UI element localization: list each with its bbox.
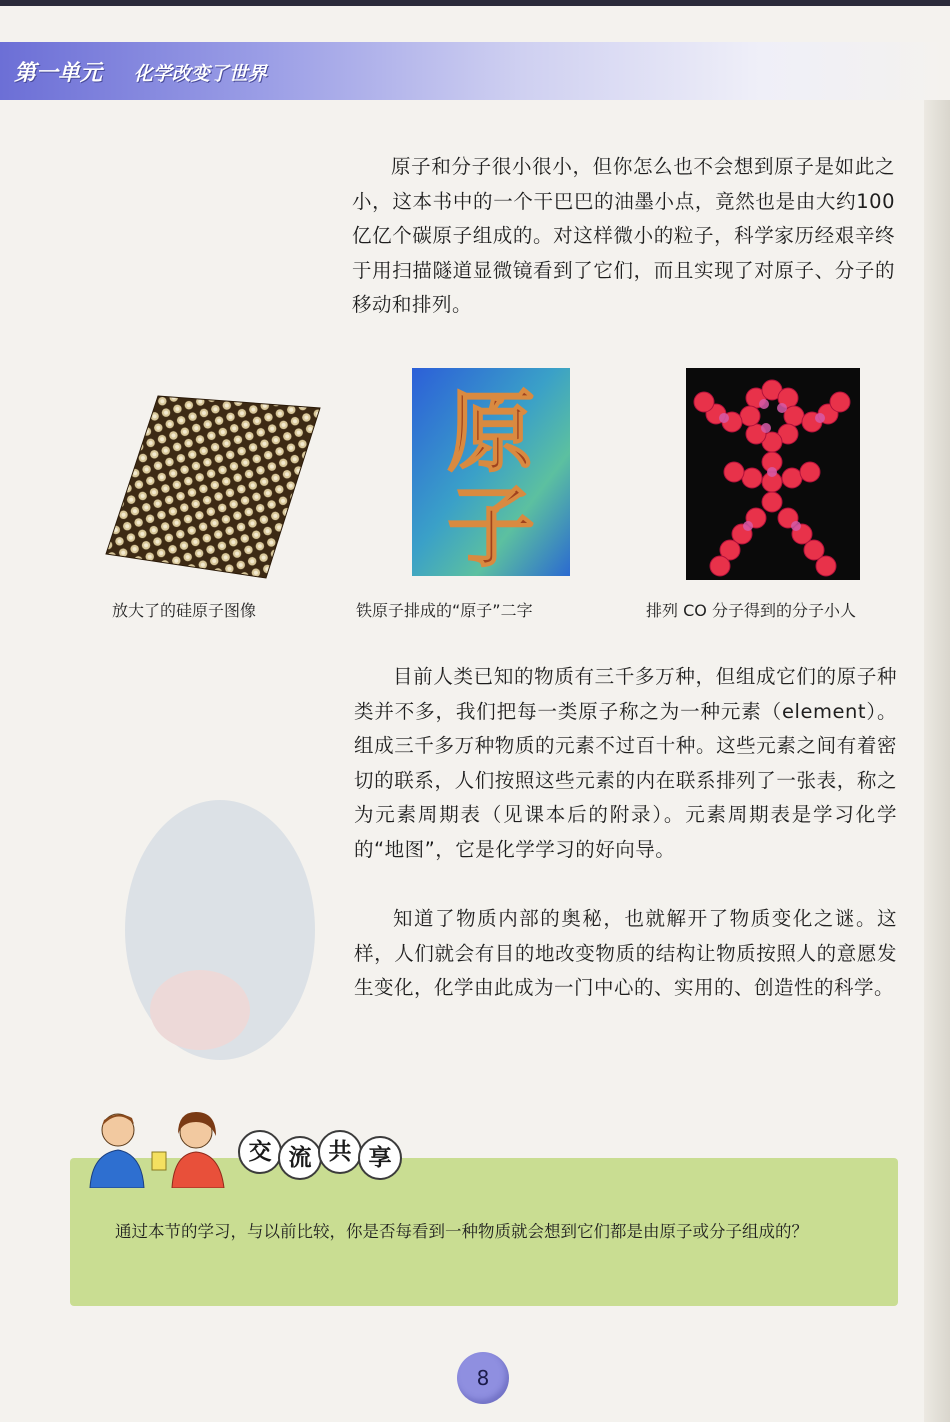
share-question: 通过本节的学习，与以前比较，你是否每看到一种物质就会想到它们都是由原子或分子组成的？ [115,1222,808,1241]
unit-title: 化学改变了世界 [133,63,267,85]
page-number: 8 [457,1352,509,1404]
figure-caption-silicon: 放大了的硅原子图像 [112,601,257,620]
top-border [0,0,950,6]
silicon-atom-image [98,378,326,588]
children-illustration [78,1108,248,1188]
paragraph-chemistry-science: 知道了物质内部的奥秘，也就解开了物质变化之谜。这样，人们就会有目的地改变物质的结构让物质按照人的意愿发生变化，化学由此成为一门中心的、实用的、创造性的科学。 [354,907,897,999]
paragraph-elements: 目前人类已知的物质有三千多万种，但组成它们的原子种类并不多，我们把每一类原子称之为一种元素（element）。组成三千多万种物质的元素不过百十种。这些元素之间有着密切的联系，人们按照这些元素的内在联系排列了一张表，称之为元素周期表（见课本后的附录）。元素周期表是学习化学的“地图”，它是化学学习的好向导。 [354,665,897,861]
share-title-char: 共 [318,1130,362,1174]
svg-text:子: 子 [446,475,536,576]
share-title-char: 享 [358,1136,402,1180]
co-molecule-man-image [686,368,860,580]
iron-atom-characters-text: 原 [446,380,536,484]
paragraph-atoms-small: 原子和分子很小很小，但你怎么也不会想到原子是如此之小，这本书中的一个干巴巴的油墨小点，竟然也是由大约100亿亿个碳原子组成的。对这样微小的粒子，科学家历经艰辛终于用扫描隧道显微镜看到了它们，而且实现了对原子、分子的移动和排列。 [352,155,895,316]
page-edge-shadow [924,100,950,1422]
iron-atom-characters-image [412,368,570,576]
chapter-header [14,56,267,87]
figure-caption-co: 排列 CO 分子得到的分子小人 [646,601,856,620]
share-section-title [238,1130,406,1182]
share-title-char: 交 [238,1130,282,1174]
unit-label: 第一单元 [14,60,103,86]
faint-background-illustration [110,780,330,1080]
figure-caption-iron: 铁原子排成的“原子”二字 [356,601,533,620]
share-title-char: 流 [278,1136,322,1180]
